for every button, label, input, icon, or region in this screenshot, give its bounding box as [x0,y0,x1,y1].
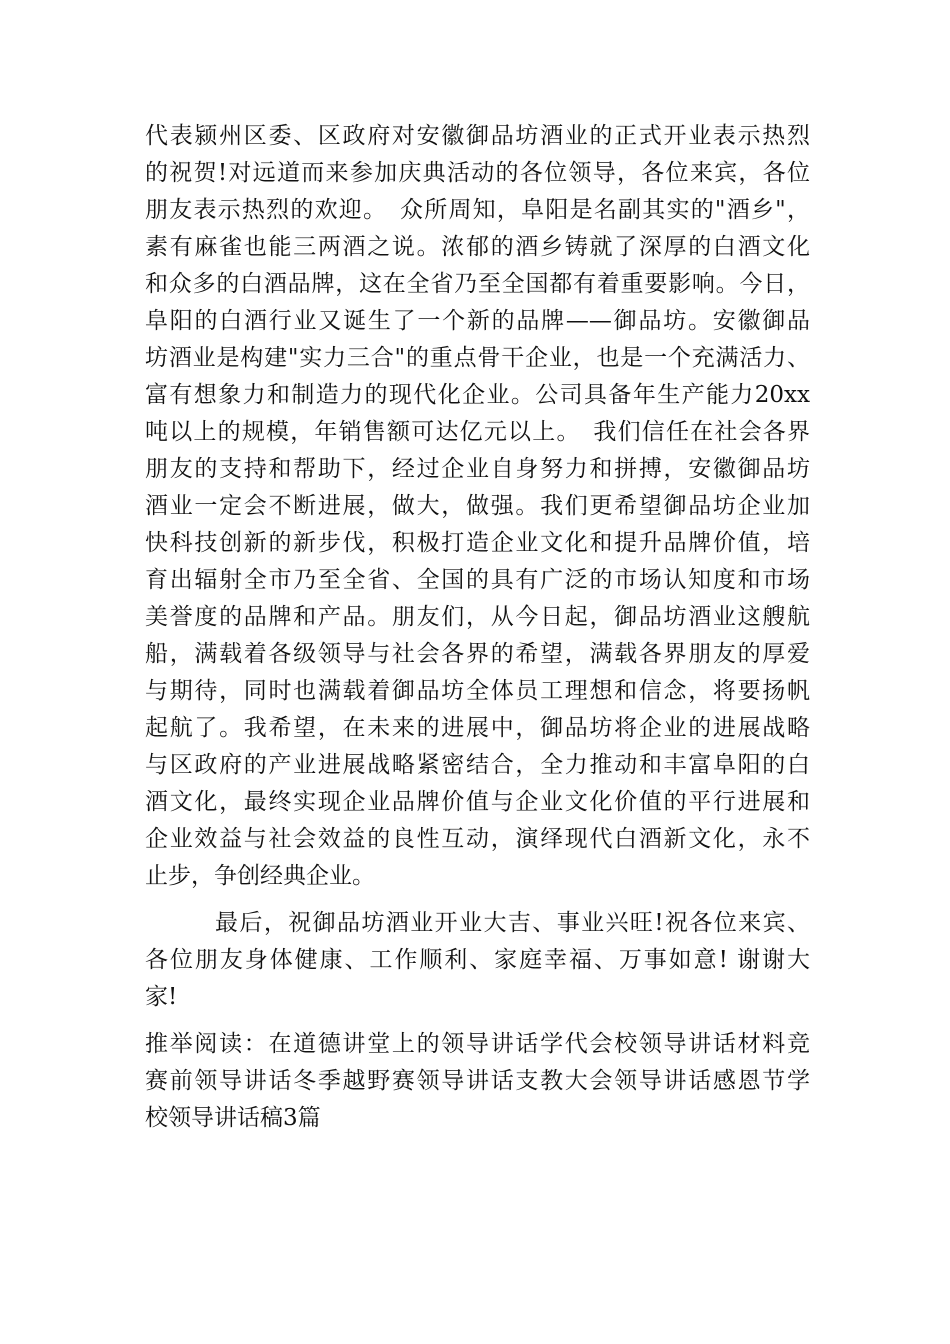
body-line: 阜阳的白酒行业又诞生了一个新的品牌——御品坊。安徽御品 [145,308,810,334]
body-line: 朋友表示热烈的欢迎。 众所周知，阜阳是名副其实的"酒乡"， [145,197,810,223]
body-line: 与期待，同时也满载着御品坊全体员工理想和信念，将要扬帆 [145,678,810,704]
body-line: 代表颍州区委、区政府对安徽御品坊酒业的正式开业表示热烈 [145,123,810,149]
recommended-reading-line: 赛前领导讲话冬季越野赛领导讲话支教大会领导讲话感恩节学 [145,1068,810,1094]
body-line: 船，满载着各级领导与社会各界的希望，满载各界朋友的厚爱 [145,641,810,667]
body-line: 酒业一定会不断进展，做大，做强。我们更希望御品坊企业加 [145,493,810,519]
body-line: 和众多的白酒品牌，这在全省乃至全国都有着重要影响。今日， [145,271,810,297]
body-line: 吨以上的规模，年销售额可达亿元以上。 我们信任在社会各界 [145,419,810,445]
body-line: 酒文化，最终实现企业品牌价值与企业文化价值的平行进展和 [145,789,810,815]
body-line: 与区政府的产业进展战略紧密结合，全力推动和丰富阜阳的白 [145,752,810,778]
closing-line: 家! [145,984,178,1010]
closing-line: 最后，祝御品坊酒业开业大吉、事业兴旺!祝各位来宾、 [215,910,810,936]
body-line: 坊酒业是构建"实力三合"的重点骨干企业，也是一个充满活力、 [145,345,810,371]
closing-line: 各位朋友身体健康、工作顺利、家庭幸福、万事如意! 谢谢大 [145,947,810,973]
body-line: 企业效益与社会效益的良性互动，演绎现代白酒新文化，永不 [145,826,810,852]
recommended-reading-line: 校领导讲话稿3篇 [145,1105,321,1131]
body-line: 素有麻雀也能三两酒之说。浓郁的酒乡铸就了深厚的白酒文化 [145,234,810,260]
body-line: 朋友的支持和帮助下，经过企业自身努力和拼搏，安徽御品坊 [145,456,810,482]
body-line: 美誉度的品牌和产品。朋友们，从今日起，御品坊酒业这艘航 [145,604,810,630]
body-line: 快科技创新的新步伐，积极打造企业文化和提升品牌价值，培 [145,530,810,556]
body-line: 育出辐射全市乃至全省、全国的具有广泛的市场认知度和市场 [145,567,810,593]
body-line: 的祝贺!对远道而来参加庆典活动的各位领导，各位来宾，各位 [145,160,810,186]
body-line: 止步，争创经典企业。 [145,863,375,889]
body-line: 富有想象力和制造力的现代化企业。公司具备年生产能力20xx [145,382,810,408]
recommended-reading-line: 推举阅读：在道德讲堂上的领导讲话学代会校领导讲话材料竞 [145,1031,810,1057]
body-line: 起航了。我希望，在未来的进展中，御品坊将企业的进展战略 [145,715,810,741]
